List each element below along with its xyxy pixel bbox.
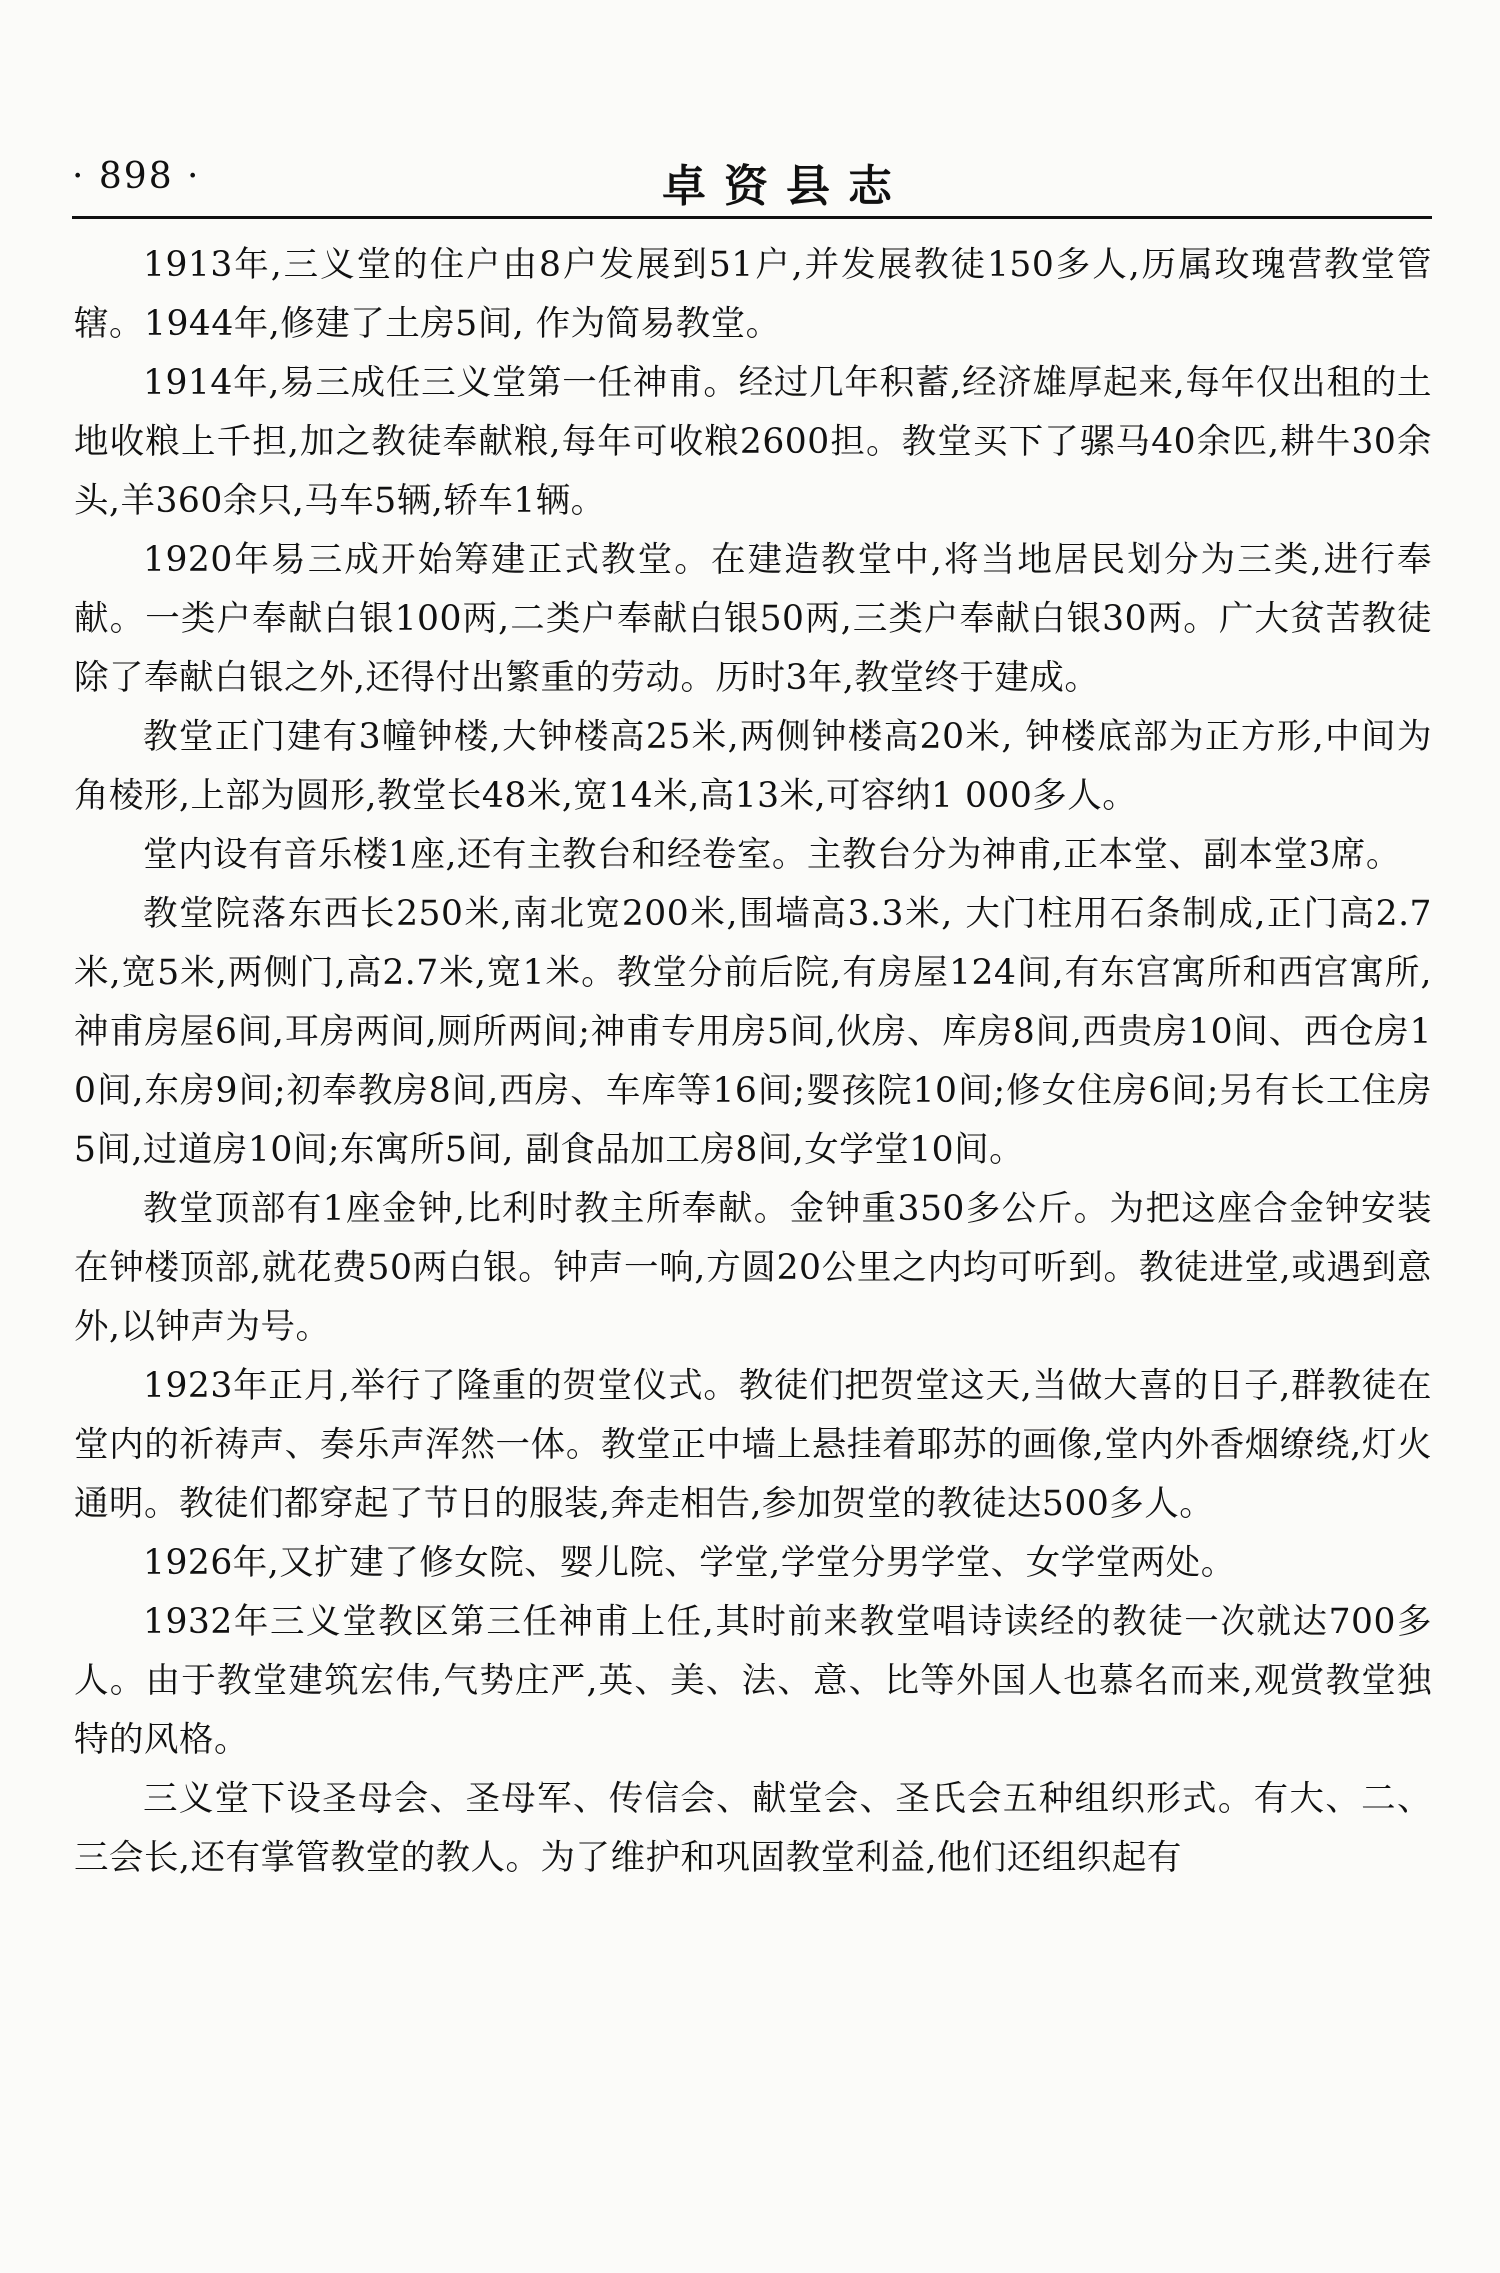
body-text xyxy=(74,236,1432,1888)
paragraph: 教堂正门建有3幢钟楼,大钟楼高25米,两侧钟楼高20米, 钟楼底部为正方形,中间为角棱形,上部为圆形,教堂长48米,宽14米,高13米,可容纳1 000多人。 xyxy=(74,717,1432,816)
paragraph: 堂内设有音乐楼1座,还有主教台和经卷室。主教台分为神甫,正本堂、副本堂3席。 xyxy=(143,835,1401,875)
paragraph: 教堂院落东西长250米,南北宽200米,围墙高3.3米, 大门柱用石条制成,正门高2.7米,宽5米,两侧门,高2.7米,宽1米。教堂分前后院,有房屋124间,有东宫寓所和西宫寓所,神甫房屋6间,耳房两间,厕所两间;神甫专用房5间,伙房、库房8间,西贵房10间、西仓房10间,东房9间;初奉教房8间,西房、车库等16间;婴孩院10间;修女住房6间;另有长工住房5间,过道房10间;东寓所5间, 副食品加工房8间,女学堂10间。 xyxy=(74,894,1432,1170)
paragraph: 三义堂下设圣母会、圣母军、传信会、献堂会、圣氏会五种组织形式。有大、二、三会长,还有掌管教堂的教人。为了维护和巩固教堂利益,他们还组织起有 xyxy=(74,1779,1432,1878)
paragraph: 1920年易三成开始筹建正式教堂。在建造教堂中,将当地居民划分为三类,进行奉献。一类户奉献白银100两,二类户奉献白银50两,三类户奉献白银30两。广大贫苦教徒除了奉献白银之外,还得付出繁重的劳动。历时3年,教堂终于建成。 xyxy=(74,540,1432,698)
paragraph: 1926年,又扩建了修女院、婴儿院、学堂,学堂分男学堂、女学堂两处。 xyxy=(143,1543,1236,1583)
header-rule xyxy=(72,216,1432,219)
page-header xyxy=(72,150,1432,220)
page-number: · 898 · xyxy=(72,156,201,197)
paragraph: 1923年正月,举行了隆重的贺堂仪式。教徒们把贺堂这天,当做大喜的日子,群教徒在堂内的祈祷声、奏乐声浑然一体。教堂正中墙上悬挂着耶苏的画像,堂内外香烟缭绕,灯火通明。教徒们都穿起了节日的服装,奔走相告,参加贺堂的教徒达500多人。 xyxy=(74,1366,1432,1524)
paragraph: 1932年三义堂教区第三任神甫上任,其时前来教堂唱诗读经的教徒一次就达700多人。由于教堂建筑宏伟,气势庄严,英、美、法、意、比等外国人也慕名而来,观赏教堂独特的风格。 xyxy=(74,1602,1432,1760)
paragraph: 1914年,易三成任三义堂第一任神甫。经过几年积蓄,经济雄厚起来,每年仅出租的土地收粮上千担,加之教徒奉献粮,每年可收粮2600担。教堂买下了骡马40余匹,耕牛30余头,羊360余只,马车5辆,轿车1辆。 xyxy=(74,363,1432,521)
paragraph: 1913年,三义堂的住户由8户发展到51户,并发展教徒150多人,历属玫瑰营教堂管辖。1944年,修建了土房5间, 作为简易教堂。 xyxy=(74,245,1432,344)
paragraph: 教堂顶部有1座金钟,比利时教主所奉献。金钟重350多公斤。为把这座合金钟安装在钟楼顶部,就花费50两白银。钟声一响,方圆20公里之内均可听到。教徒进堂,或遇到意外,以钟声为号。 xyxy=(74,1189,1432,1347)
book-title: 卓资县志 xyxy=(662,161,910,212)
